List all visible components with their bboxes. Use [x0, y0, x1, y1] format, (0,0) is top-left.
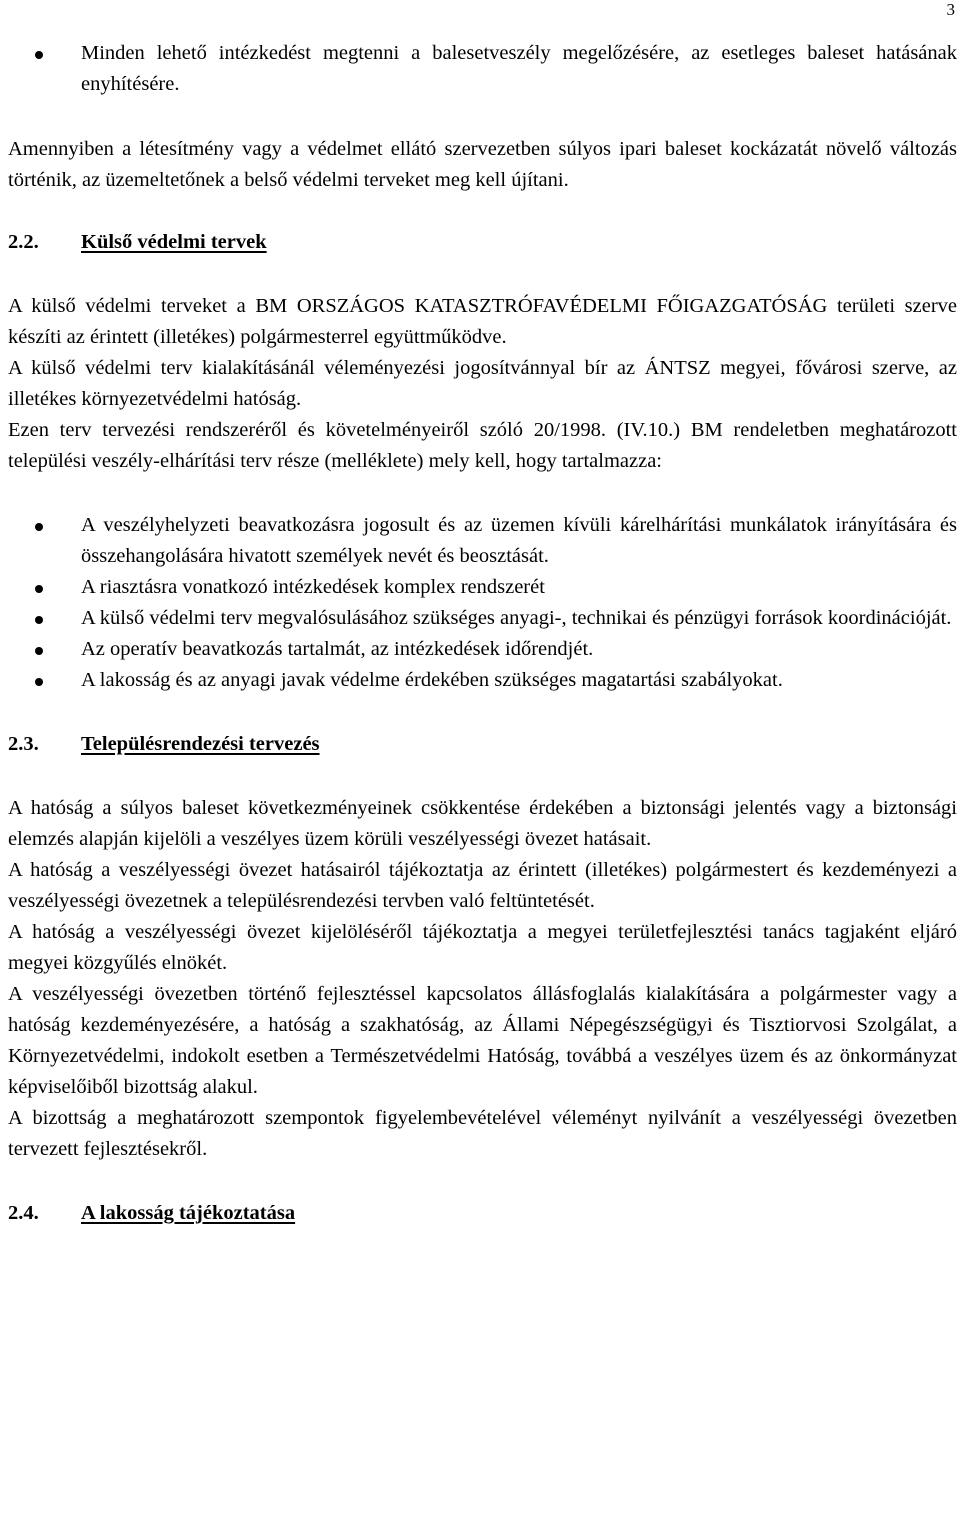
section-heading-2-2: [8, 227, 957, 258]
section-number: 2.3.: [8, 733, 39, 755]
list-item: Az operatív beavatkozás tartalmát, az intézkedések időrendjét.: [8, 634, 957, 665]
section-title: Külső védelmi tervek: [81, 231, 267, 253]
bullet-icon: [35, 523, 43, 531]
paragraph: Ezen terv tervezési rendszeréről és követelményeiről szóló 20/1998. (IV.10.) BM rendeletben meghatározott települési veszély-elhárítási terv része (melléklete) mely kell, hogy tartalmazza:: [8, 419, 957, 472]
document-page: [8, 0, 957, 1229]
section-number: 2.2.: [8, 231, 39, 253]
section-title: Településrendezési tervezés: [81, 733, 320, 755]
section-title: A lakosság tájékoztatása: [81, 1202, 296, 1224]
list-item: A lakosság és az anyagi javak védelme érdekében szükséges magatartási szabályokat.: [8, 665, 957, 696]
intro-paragraph: Amennyiben a létesítmény vagy a védelmet ellátó szervezetben súlyos ipari baleset kockázatát növelő változás történik, az üzemeltetőnek a belső védelmi terveket meg kell újítani.: [8, 138, 957, 191]
paragraph: A hatóság a veszélyességi övezet hatásairól tájékoztatja az érintett (illetékes) polgármestert és kezdeményezi a veszélyességi övezetnek a településrendezési tervben való feltüntetését.: [8, 859, 957, 912]
section-heading-2-4: [8, 1198, 957, 1229]
paragraph: A külső védelmi terv kialakításánál véleményezési jogosítvánnyal bír az ÁNTSZ megyei, fővárosi szerve, az illetékes környezetvédelmi hatóság.: [8, 357, 957, 410]
bullet-icon: [35, 678, 43, 686]
bullet-icon: [35, 647, 43, 655]
list-item: A riasztásra vonatkozó intézkedések komplex rendszerét: [8, 572, 957, 603]
section-2-2-bullet-list: [8, 510, 957, 696]
bullet-icon: [35, 51, 43, 59]
list-item: A külső védelmi terv megvalósulásához szükséges anyagi-, technikai és pénzügyi források koordinációját.: [8, 603, 957, 634]
paragraph: A bizottság a meghatározott szempontok figyelembevételével véleményt nyilvánít a veszélyességi övezetben tervezett fejlesztésekről.: [8, 1107, 957, 1160]
page-number: 3: [946, 0, 955, 19]
bullet-icon: [35, 585, 43, 593]
list-item: Minden lehető intézkedést megtenni a balesetveszély megelőzésére, az esetleges baleset hatásának enyhítésére.: [8, 38, 957, 100]
paragraph: A hatóság a súlyos baleset következményeinek csökkentése érdekében a biztonsági jelentés vagy a biztonsági elemzés alapján kijelöli a veszélyes üzem körüli veszélyességi övezet hatásait.: [8, 797, 957, 850]
section-heading-2-3: [8, 729, 957, 760]
top-bullet-list: [8, 38, 957, 100]
paragraph: A külső védelmi terveket a BM ORSZÁGOS KATASZTRÓFAVÉDELMI FŐIGAZGATÓSÁG területi szerve készíti az érintett (illetékes) polgármesterrel együttműködve.: [8, 295, 957, 348]
paragraph: A veszélyességi övezetben történő fejlesztéssel kapcsolatos állásfoglalás kialakítására a polgármester vagy a hatóság kezdeményezésére, a hatóság a szakhatóság, az Állami Népegészségügyi és Tisztiorvosi Szolgálat, a Környezetvédelmi, indokolt esetben a Természetvédelmi Hatóság, továbbá a veszélyes üzem és az önkormányzat képviselőiből bizottság alakul.: [8, 983, 957, 1098]
bullet-icon: [35, 616, 43, 624]
section-number: 2.4.: [8, 1202, 39, 1224]
paragraph: A hatóság a veszélyességi övezet kijelöléséről tájékoztatja a megyei területfejlesztési tanács tagjaként eljáró megyei közgyűlés elnökét.: [8, 921, 957, 974]
list-item: A veszélyhelyzeti beavatkozásra jogosult és az üzemen kívüli kárelhárítási munkálatok irányítására és összehangolására hivatott személyek nevét és beosztását.: [8, 510, 957, 572]
